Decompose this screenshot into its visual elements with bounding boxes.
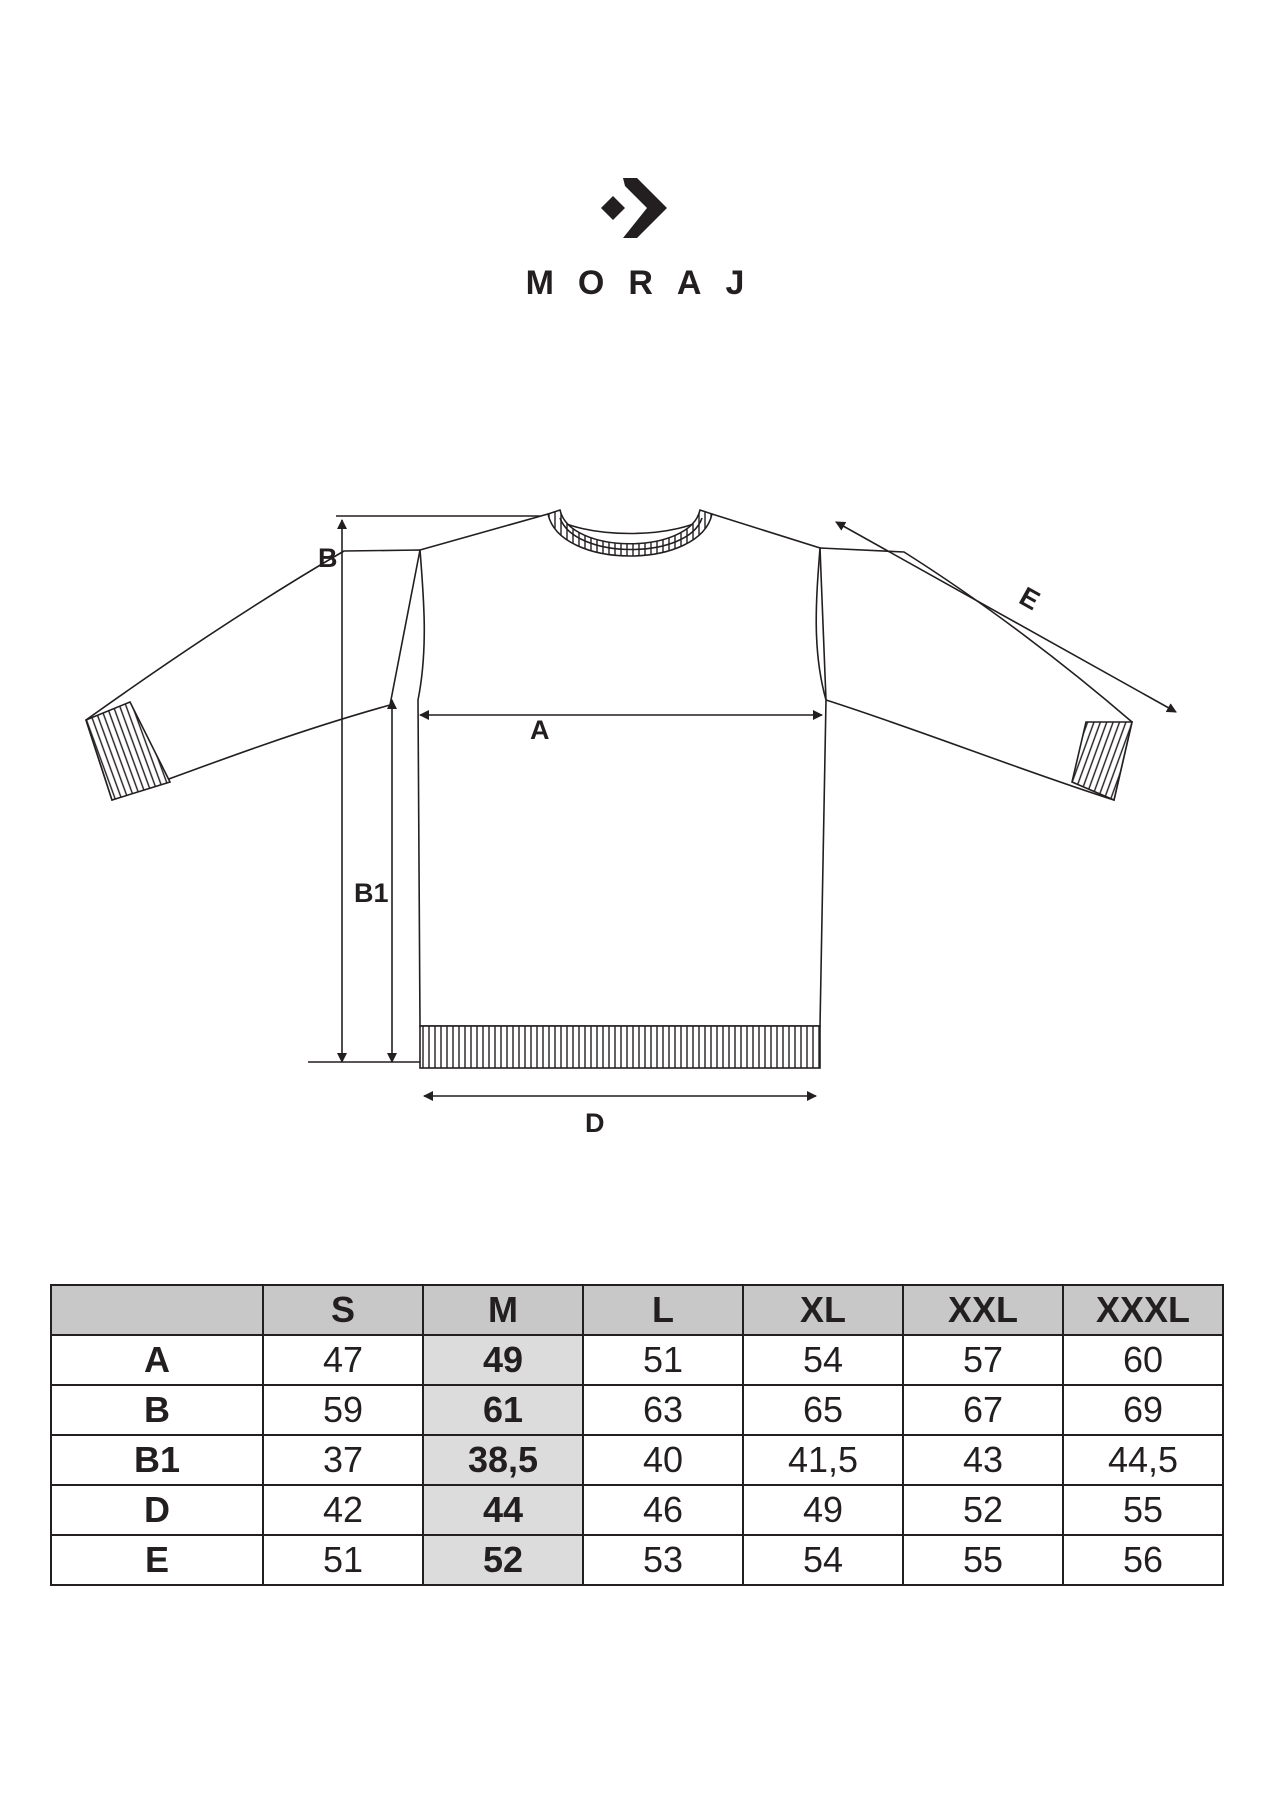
table-cell: 63 [583, 1385, 743, 1435]
table-cell-highlighted: 44 [423, 1485, 583, 1535]
table-cell-highlighted: 52 [423, 1535, 583, 1585]
table-row [51, 1485, 1223, 1535]
table-cell: 60 [1063, 1335, 1223, 1385]
corner-cell [51, 1285, 263, 1335]
row-label: B1 [51, 1435, 263, 1485]
label-B: B [318, 543, 338, 573]
size-header: S [263, 1285, 423, 1335]
size-header: M [423, 1285, 583, 1335]
size-chart-table [50, 1284, 1224, 1586]
table-cell: 56 [1063, 1535, 1223, 1585]
table-row [51, 1435, 1223, 1485]
table-cell: 55 [1063, 1485, 1223, 1535]
table-cell: 65 [743, 1385, 903, 1435]
table-cell: 46 [583, 1485, 743, 1535]
table-cell-highlighted: 38,5 [423, 1435, 583, 1485]
table-cell: 51 [263, 1535, 423, 1585]
table-cell: 43 [903, 1435, 1063, 1485]
size-header-row [51, 1285, 1223, 1335]
table-row [51, 1535, 1223, 1585]
table-cell: 44,5 [1063, 1435, 1223, 1485]
label-D: D [585, 1108, 605, 1138]
row-label: A [51, 1335, 263, 1385]
row-label: E [51, 1535, 263, 1585]
table-cell: 42 [263, 1485, 423, 1535]
size-header: XL [743, 1285, 903, 1335]
table-cell: 41,5 [743, 1435, 903, 1485]
table-cell: 59 [263, 1385, 423, 1435]
label-A: A [530, 715, 550, 745]
size-header: XXL [903, 1285, 1063, 1335]
table-row [51, 1335, 1223, 1385]
table-cell: 69 [1063, 1385, 1223, 1435]
table-cell: 54 [743, 1535, 903, 1585]
table-cell: 52 [903, 1485, 1063, 1535]
table-cell: 57 [903, 1335, 1063, 1385]
row-label: B [51, 1385, 263, 1435]
table-cell-highlighted: 49 [423, 1335, 583, 1385]
table-cell-highlighted: 61 [423, 1385, 583, 1435]
table-cell: 47 [263, 1335, 423, 1385]
row-label: D [51, 1485, 263, 1535]
size-header: XXXL [1063, 1285, 1223, 1335]
table-cell: 67 [903, 1385, 1063, 1435]
table-cell: 51 [583, 1335, 743, 1385]
table-cell: 55 [903, 1535, 1063, 1585]
sweater-outline [86, 510, 1132, 1068]
table-cell: 54 [743, 1335, 903, 1385]
table-cell: 49 [743, 1485, 903, 1535]
size-header: L [583, 1285, 743, 1335]
table-cell: 37 [263, 1435, 423, 1485]
table-cell: 40 [583, 1435, 743, 1485]
table-cell: 53 [583, 1535, 743, 1585]
table-row [51, 1385, 1223, 1435]
brand-name: MORAJ [525, 264, 769, 302]
label-E: E [1014, 581, 1045, 617]
label-B1: B1 [354, 878, 389, 908]
